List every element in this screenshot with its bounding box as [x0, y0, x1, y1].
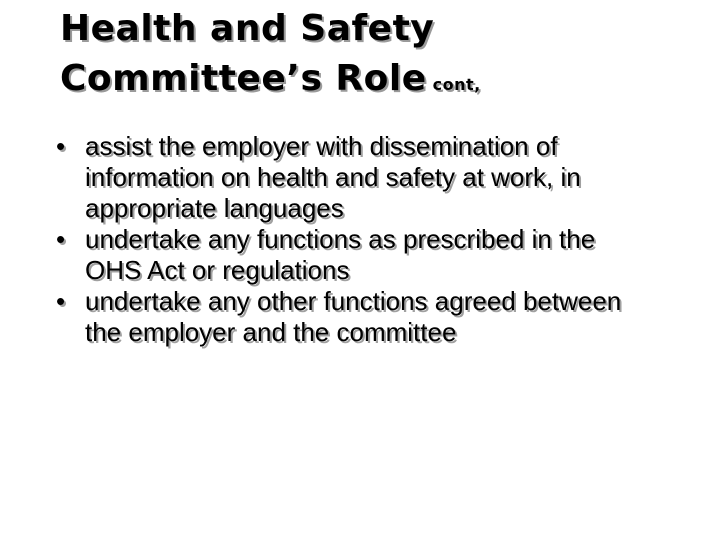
bullet-list	[56, 131, 656, 348]
bullet-icon: •	[56, 224, 66, 254]
title-line-2-text: Committee’s Role	[60, 58, 427, 99]
bullet-item	[56, 131, 656, 224]
bullet-icon: •	[56, 131, 66, 161]
bullet-text: undertake any other functions agreed between the employer and the committee	[85, 286, 622, 347]
slide-title	[60, 4, 481, 110]
title-suffix: cont,	[432, 75, 481, 94]
bullet-text: undertake any functions as prescribed in the OHS Act or regulations	[85, 224, 596, 285]
bullet-text: assist the employer with dissemination of information on health and safety at work, in appropriate languages	[85, 131, 581, 223]
bullet-item	[56, 286, 656, 348]
bullet-item	[56, 224, 656, 286]
title-line-1: Health and Safety	[60, 8, 435, 49]
title-line-2	[60, 54, 481, 110]
bullet-icon: •	[56, 286, 66, 316]
